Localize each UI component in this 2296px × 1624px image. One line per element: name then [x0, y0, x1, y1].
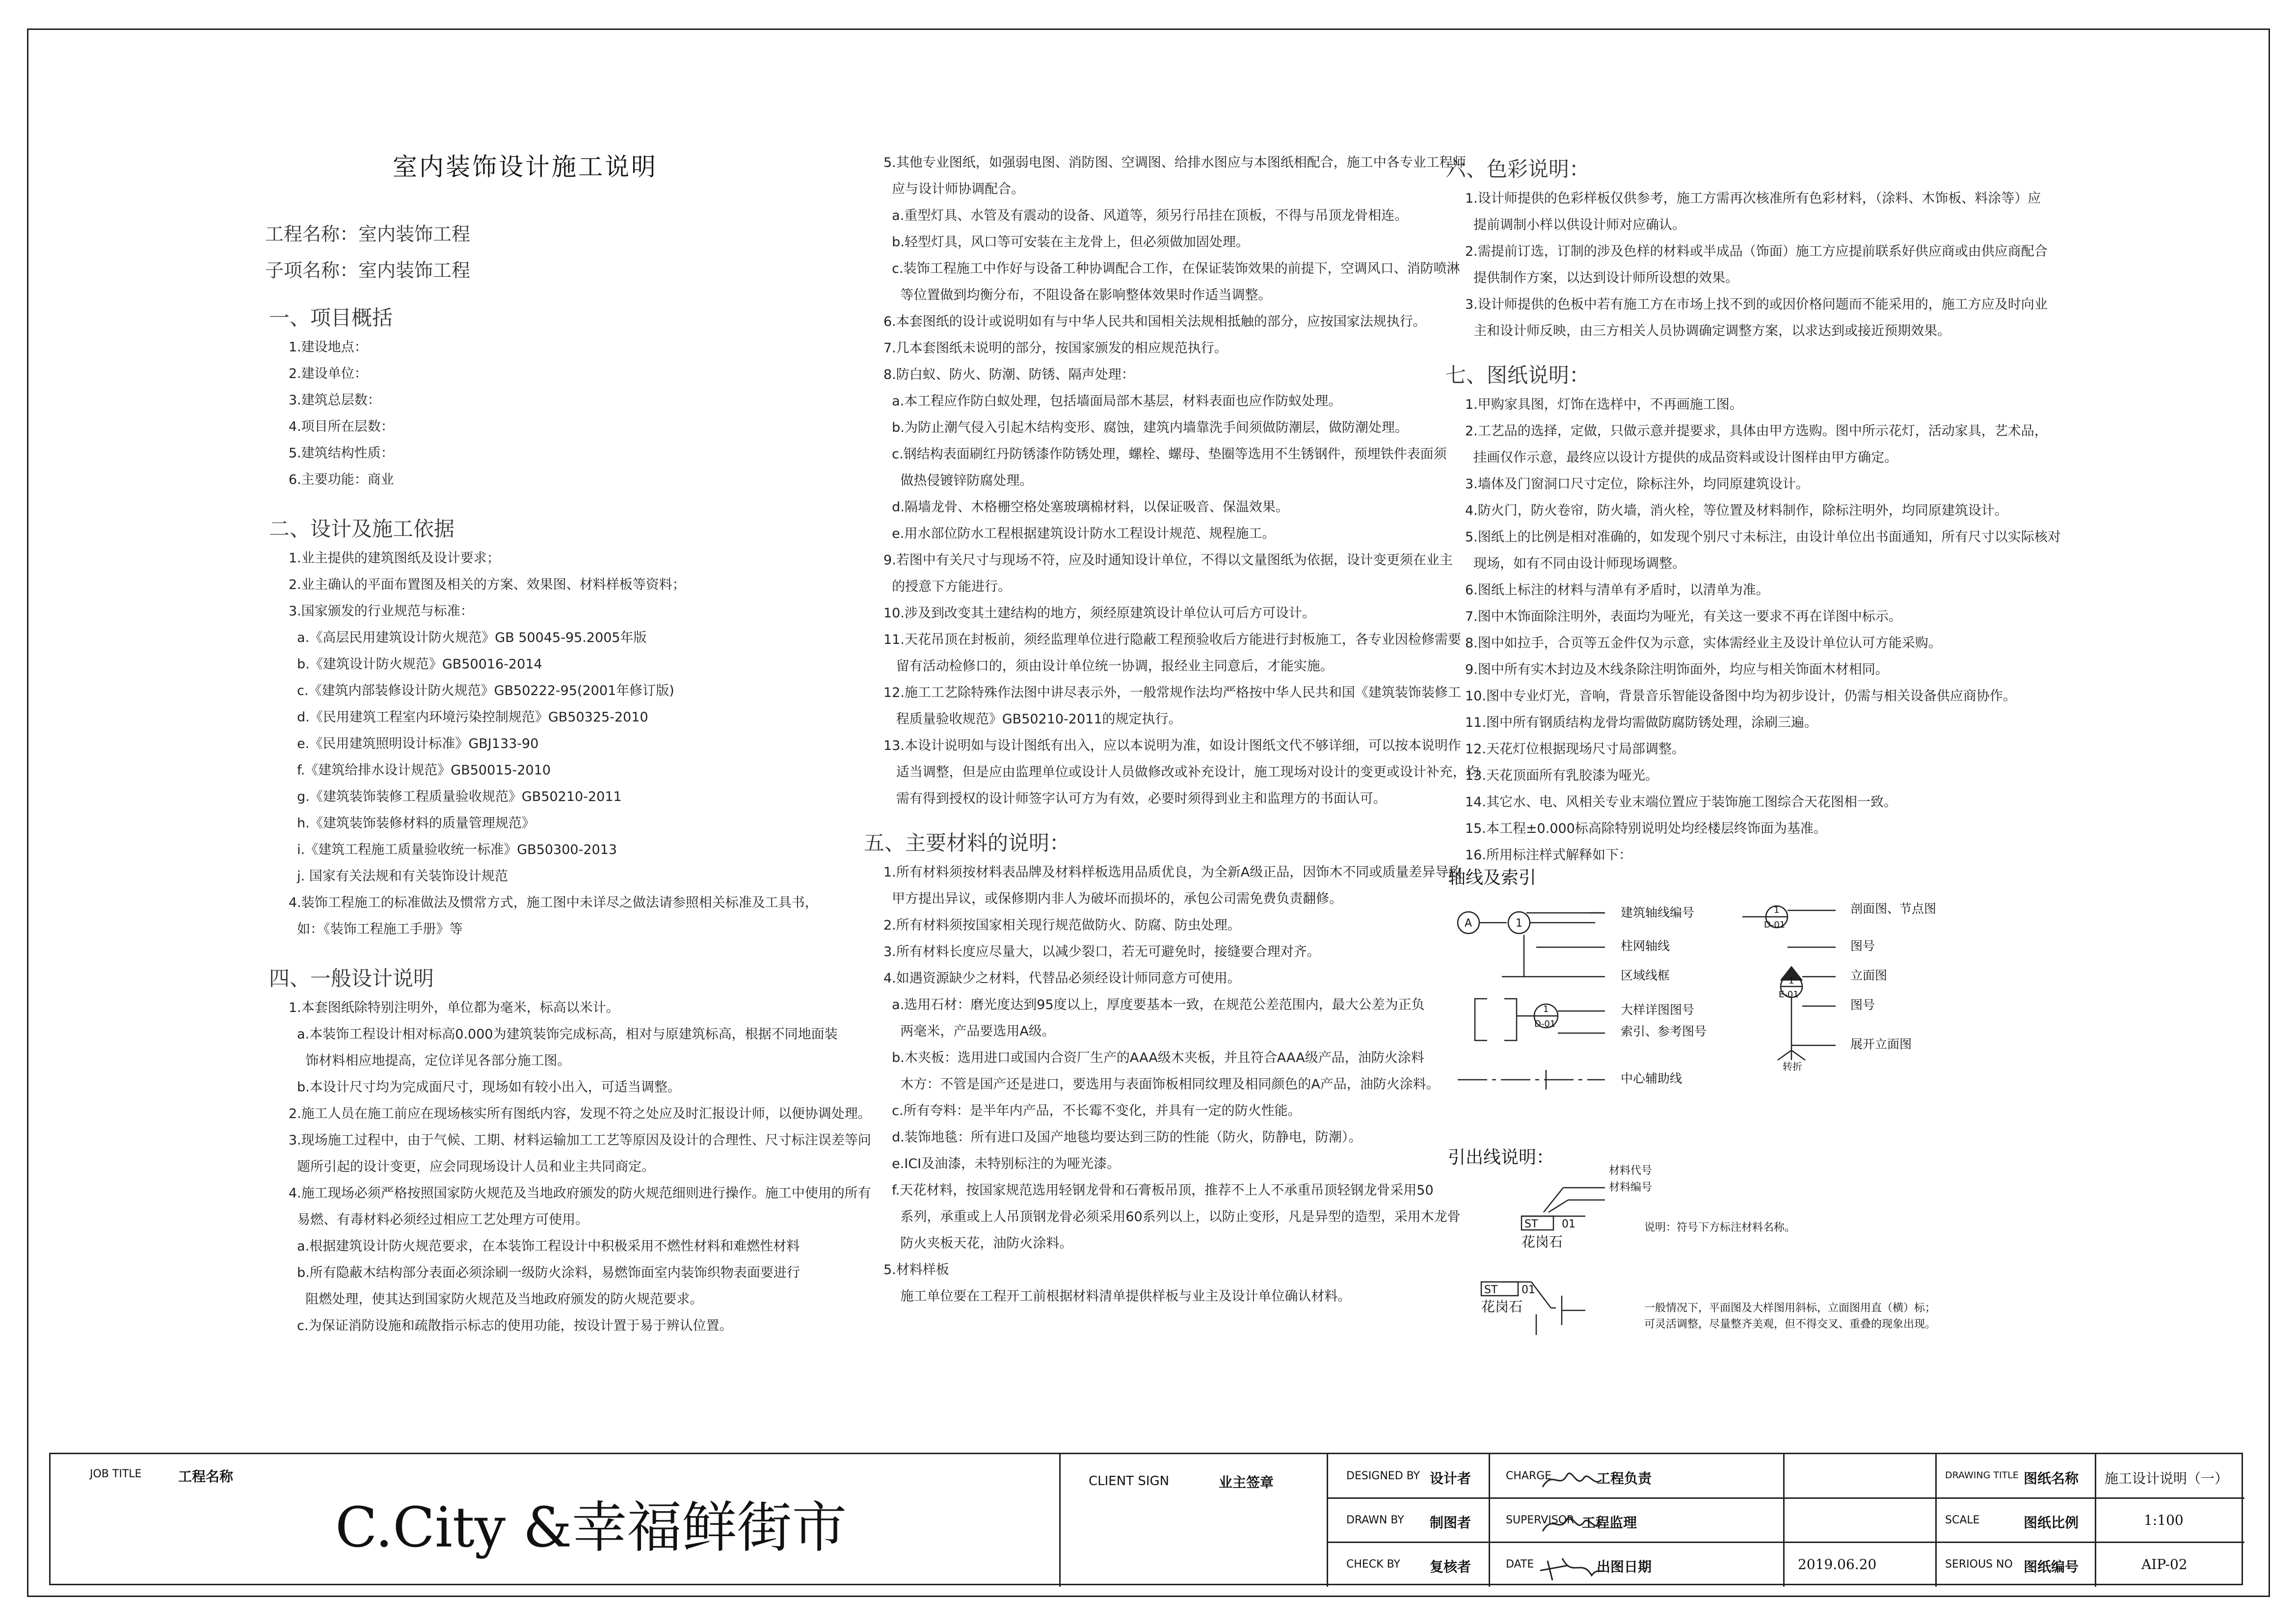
- project-subname: 子项名称：室内装饰工程: [265, 260, 471, 281]
- text-line: b.轻型灯具，风口等可安装在主龙骨上，但必须做加固处理。: [883, 235, 1249, 250]
- legend-region: 区域线框: [1621, 968, 1670, 983]
- drawn-en: DRAWN BY: [1346, 1514, 1404, 1526]
- text-line: g.《建筑装饰装修工程质量验收规范》GB50210-2011: [289, 789, 622, 804]
- section: [1445, 359, 2059, 869]
- legend-section: 剖面图、节点图: [1850, 902, 1937, 916]
- text-line: 如：《装饰工程施工手册》等: [289, 922, 463, 937]
- legend-turn: 转折: [1783, 1061, 1802, 1072]
- lead-st-2: ST: [1484, 1284, 1498, 1296]
- legend-section-code: D-01: [1764, 920, 1786, 930]
- legend-drawing-no2: 图号: [1850, 998, 1875, 1012]
- text-line: 15.本工程±0.000标高除特别说明处均经楼层终饰面为基准。: [1465, 821, 1827, 836]
- drawing-title-en: DRAWING TITLE: [1945, 1470, 2019, 1481]
- legend-detail-code: D-01: [1534, 1019, 1556, 1029]
- project-name: 工程名称：室内装饰工程: [265, 223, 471, 245]
- text-line: a.选用石材：磨光度达到95度以上，厚度要基本一致，在规范公差范围内，最大公差为正负: [883, 997, 1425, 1012]
- text-line: c.所有夸料：是半年内产品，不长霉不变化，并具有一定的防火性能。: [883, 1103, 1301, 1118]
- text-line: 适当调整，但是应由监理单位或设计人员做修改或补充设计，施工现场对设计的变更或设计补充，均: [883, 765, 1479, 780]
- text-line: 3.所有材料长度应尽量大，以减少裂口，若无可避免时，接缝要合理对齐。: [883, 944, 1320, 959]
- section-heading: 一、项目概括: [269, 306, 393, 330]
- text-line: 提前调制小样以供设计师对应确认。: [1465, 217, 1686, 233]
- text-line: 题所引起的设计变更，应会同现场设计人员和业主共同商定。: [289, 1159, 655, 1174]
- text-line: 1.建设地点：: [289, 340, 368, 355]
- page-title: 室内装饰设计施工说明: [393, 153, 658, 181]
- check-en: CHECK BY: [1346, 1558, 1400, 1571]
- text-line: 挂画仅作示意，最终应以设计方提供的成品资料或设计图样由甲方确定。: [1465, 450, 1898, 465]
- legend-detail-num: 1: [1543, 1004, 1549, 1014]
- text-line: 防火夹板天花，油防火涂料。: [883, 1236, 1073, 1251]
- text-line: c.钢结构表面刷红丹防锈漆作防锈处理，螺栓、螺母、垫圈等选用不生锈钢件，预埋铁件表面须: [883, 447, 1447, 462]
- text-line: 需有得到授权的设计师签字认可方为有效，必要时须得到业主和监理方的书面认可。: [883, 791, 1387, 806]
- text-line: h.《建筑装饰装修材料的质量管理规范》: [289, 816, 535, 831]
- supervisor-cn: 工程监理: [1582, 1515, 1637, 1531]
- text-line: 程质量验收规范》GB50210-2011的规定执行。: [883, 712, 1182, 727]
- text-line: 1.甲购家具图，灯饰在选样中，不再画施工图。: [1465, 397, 1743, 412]
- text-line: 阻燃处理，使其达到国家防火规范及当地政府颁发的防火规范要求。: [289, 1292, 703, 1307]
- text-line: a.根据建筑设计防火规范要求，在本装饰工程设计中积极采用不燃性材料和难燃性材料: [289, 1239, 800, 1254]
- client-en: CLIENT SIGN: [1089, 1474, 1170, 1489]
- job-name: C.City &幸福鲜街市: [335, 1496, 847, 1560]
- text-line: b.所有隐蔽木结构部分表面必须涂刷一级防火涂料，易燃饰面室内装饰织物表面要进行: [289, 1265, 800, 1280]
- check-cn: 复核者: [1430, 1559, 1471, 1575]
- text-line: e.用水部位防水工程根据建筑设计防水工程设计规范、规程施工。: [883, 526, 1276, 541]
- lead-st: ST: [1524, 1218, 1538, 1230]
- lead-desc: 说明：符号下方标注材料名称。: [1644, 1222, 1796, 1234]
- text-line: 7.图中木饰面除注明外，表面均为哑光，有关这一要求不再在详图中标示。: [1465, 609, 1902, 624]
- section-heading: 四、一般设计说明: [269, 966, 434, 990]
- text-line: 12.天花灯位根据现场尺寸局部调整。: [1465, 742, 1685, 757]
- text-line: f.天花材料，按国家规范选用轻钢龙骨和石膏板吊顶，推荐不上人不承重吊顶轻钢龙骨采用50: [883, 1183, 1434, 1198]
- text-line: 应与设计师协调配合。: [883, 182, 1025, 197]
- legend-diagrams: [1448, 864, 2110, 1345]
- text-line: 易燃、有毒材料必须经过相应工艺处理方可使用。: [289, 1212, 589, 1227]
- text-line: b.《建筑设计防火规范》GB50016-2014: [289, 657, 542, 672]
- scale-cn: 图纸比例: [2024, 1515, 2079, 1531]
- designed-cn: 设计者: [1430, 1470, 1471, 1487]
- section: [1445, 153, 2059, 345]
- text-line: b.木夹板：选用进口或国内合资厂生产的AAA级木夹板，并且符合AAA级产品，油防火涂料: [883, 1050, 1424, 1065]
- column-right: [1445, 153, 2059, 883]
- text-line: 1.业主提供的建筑图纸及设计要求；: [289, 551, 500, 566]
- title-block: [49, 1453, 2243, 1585]
- text-line: 11.图中所有钢质结构龙骨均需做防腐防锈处理，涂刷三遍。: [1465, 715, 1817, 730]
- region-frame: [1475, 999, 1517, 1040]
- text-line: 提供制作方案，以达到设计师所设想的效果。: [1465, 270, 1739, 286]
- text-line: 木方：不管是国产还是进口，要选用与表面饰板相同纹理及相同颜色的A产品，油防火涂料。: [883, 1077, 1440, 1092]
- text-line: 5.其他专业图纸，如强弱电图、消防图、空调图、给排水图应与本图纸相配合，施工中各专业工程师: [883, 155, 1466, 170]
- legend-center: 中心辅助线: [1621, 1071, 1682, 1086]
- text-line: 3.墙体及门窗洞口尺寸定位，除标注外，均同原建筑设计。: [1465, 477, 1809, 492]
- scale-en: SCALE: [1945, 1514, 1980, 1526]
- text-line: e.《民用建筑照明设计标准》GBJ133-90: [289, 736, 539, 751]
- text-line: f.《建筑给排水设计规范》GB50015-2010: [289, 763, 551, 778]
- text-line: 8.防白蚁、防火、防潮、防锈、隔声处理：: [883, 367, 1135, 382]
- text-line: 6.图纸上标注的材料与清单有矛盾时，以清单为准。: [1465, 583, 1769, 598]
- text-line: 12.施工工艺除特殊作法图中讲尽表示外，一般常规作法均严格按中华人民共和国《建筑装饰装修工: [883, 685, 1461, 700]
- legend-elev-code: E-01: [1779, 989, 1799, 1000]
- charge-en: CHARGE: [1506, 1470, 1552, 1482]
- text-line: 1.所有材料须按材料表品牌及材料样板选用品质优良，为全新A级正品，因饰木不同或质量差异导致: [883, 865, 1462, 880]
- section: [269, 962, 871, 1339]
- text-line: a.重型灯具、水管及有震动的设备、风道等，须另行吊挂在顶板，不得与吊顶龙骨相连。: [883, 208, 1408, 223]
- text-line: 3.现场施工过程中，由于气候、工期、材料运输加工工艺等原因及设计的合理性、尺寸标注误差等问: [289, 1133, 871, 1148]
- lead-title: 引出线说明：: [1448, 1147, 1554, 1168]
- text-line: 4.防火门，防火卷帘，防火墙，消火栓，等位置及材料制作，除标注明外，均同原建筑设计。: [1465, 503, 2008, 518]
- charge-cn: 工程负责: [1597, 1470, 1652, 1487]
- serious-en: SERIOUS NO: [1945, 1558, 2013, 1571]
- serious-cn: 图纸编号: [2024, 1559, 2079, 1575]
- text-line: 5.图纸上的比例是相对准确的，如发现个别尺寸未标注，由设计单位出书面通知，所有尺寸以实际核对: [1465, 530, 2061, 545]
- text-line: d.隔墙龙骨、木格栅空格处塞玻璃棉材料，以保证吸音、保温效果。: [883, 500, 1289, 515]
- text-line: 4.项目所在层数：: [289, 419, 394, 434]
- drawing-title-cn: 图纸名称: [2024, 1470, 2079, 1487]
- date-cn: 出图日期: [1597, 1559, 1652, 1575]
- text-line: a.《高层民用建筑设计防火规范》GB 50045-95.2005年版: [289, 630, 647, 645]
- section: [269, 302, 824, 493]
- text-line: i.《建筑工程施工质量验收统一标准》GB50300-2013: [289, 842, 617, 857]
- text-line: 4.施工现场必须严格按照国家防火规范及当地政府颁发的防火规范细则进行操作。施工中使用的所有: [289, 1186, 871, 1201]
- legend-axis-col: 柱网轴线: [1621, 939, 1670, 953]
- legend-section-num: 1: [1774, 905, 1780, 915]
- text-line: 5.材料样板: [883, 1262, 949, 1278]
- job-title-cn: 工程名称: [178, 1468, 234, 1485]
- text-line: 11.天花吊顶在封板前，须经监理单位进行隐蔽工程预验收后方能进行封板施工，各专业因检修需要: [883, 632, 1461, 647]
- legend-elev-num: 1: [1789, 976, 1794, 986]
- text-line: 16.所用标注样式解释如下：: [1465, 848, 1632, 863]
- text-line: 留有活动检修口的，须由设计单位统一协调，报经业主同意后，才能实施。: [883, 659, 1334, 674]
- text-line: 6.主要功能：商业: [289, 472, 394, 487]
- text-line: b.为防止潮气侵入引起木结构变形、腐蚀，建筑内墙靠洗手间须做防潮层，做防潮处理。: [883, 420, 1408, 435]
- text-line: 施工单位要在工程开工前根据材料清单提供样板与业主及设计单位确认材料。: [883, 1289, 1351, 1304]
- lead-01-2: 01: [1522, 1284, 1535, 1296]
- date-value: 2019.06.20: [1798, 1556, 1877, 1572]
- text-line: 9.图中所有实木封边及木线条除注明饰面外，均应与相关饰面木材相同。: [1465, 662, 1889, 677]
- legend-axis-num: 1: [1516, 917, 1522, 930]
- text-line: 甲方提出异议，或保修期内非人为破坏而损坏的，承包公司需免费负责翻修。: [883, 891, 1343, 906]
- date-en: DATE: [1506, 1558, 1534, 1571]
- text-line: 2.施工人员在施工前应在现场核实所有图纸内容，发现不符之处应及时汇报设计师，以便协调处理。: [289, 1106, 871, 1121]
- legend-drawing-no: 图号: [1850, 939, 1875, 953]
- text-line: 3.设计师提供的色板中若有施工方在市场上找不到的或因价格问题而不能采用的，施工方应及时向业: [1465, 297, 2048, 312]
- legend-unfold: 展开立面图: [1850, 1037, 1912, 1051]
- text-line: b.本设计尺寸均为完成面尺寸，现场如有较小出入，可适当调整。: [289, 1080, 681, 1095]
- text-line: 4.装饰工程施工的标准做法及惯常方式，施工图中未详尽之做法请参照相关标准及工具书，: [289, 895, 818, 910]
- text-line: 4.如遇资源缺少之材料，代替品必须经设计师同意方可使用。: [883, 971, 1241, 986]
- text-line: 的授意下方能进行。: [883, 579, 1012, 594]
- text-line: 2.业主确认的平面布置图及相关的方案、效果图、材料样板等资料；: [289, 577, 686, 592]
- text-line: 1.本套图纸除特别注明外，单位都为毫米，标高以米计。: [289, 1000, 619, 1015]
- text-line: d.《民用建筑工程室内环境污染控制规范》GB50325-2010: [289, 710, 648, 725]
- column-middle: [864, 150, 1479, 1325]
- lead-mat-code: 材料代号: [1609, 1165, 1653, 1177]
- lead-note-2: 可灵活调整，尽量整齐美观，但不得交叉、重叠的现象出现。: [1644, 1318, 1936, 1331]
- section-heading: 六、色彩说明：: [1445, 157, 1590, 181]
- column-left: [269, 302, 871, 1359]
- section: [864, 827, 1462, 1310]
- text-line: 等位置做到均衡分布，不阻设备在影响整体效果时作适当调整。: [883, 288, 1272, 303]
- text-line: 2.所有材料须按国家相关现行规范做防火、防腐、防虫处理。: [883, 918, 1241, 933]
- legend-index: 索引、参考图号: [1621, 1024, 1707, 1038]
- text-line: a.本装饰工程设计相对标高0.000为建筑装饰完成标高，相对与原建筑标高，根据不同地面装: [289, 1027, 838, 1042]
- text-line: 主和设计师反映，由三方相关人员协调确定调整方案，以求达到或接近预期效果。: [1465, 323, 1951, 339]
- legend-axis-no: 建筑轴线编号: [1621, 905, 1695, 920]
- lead-granite-2: 花岗石: [1481, 1299, 1523, 1315]
- text-line: j. 国家有关法规和有关装饰设计规范: [289, 869, 508, 884]
- text-line: a.本工程应作防白蚁处理，包括墙面局部木基层，材料表面也应作防蚁处理。: [883, 394, 1342, 409]
- text-line: c.《建筑内部装修设计防火规范》GB50222-95(2001年修订版): [289, 683, 674, 698]
- text-line: c.为保证消防设施和疏散指示标志的使用功能，按设计置于易于辨认位置。: [289, 1318, 733, 1333]
- lead-mat-no: 材料编号: [1609, 1181, 1653, 1194]
- text-line: 14.其它水、电、风相关专业末端位置应于装饰施工图综合天花图相一致。: [1465, 795, 1897, 810]
- text-line: 5.建筑结构性质：: [289, 446, 394, 461]
- text-line: 7.几本套图纸未说明的部分，按国家颁发的相应规范执行。: [883, 341, 1228, 356]
- drawn-cn: 制图者: [1430, 1515, 1471, 1531]
- legend-detail: 大样详图图号: [1621, 1003, 1695, 1017]
- section: [269, 513, 824, 943]
- lead-01: 01: [1562, 1218, 1575, 1230]
- text-line: 两毫米，产品要选用A级。: [883, 1024, 1055, 1039]
- serious-value: AIP-02: [2141, 1556, 2188, 1572]
- section-heading: 五、主要材料的说明：: [864, 831, 1070, 855]
- text-line: c.装饰工程施工中作好与设备工种协调配合工作，在保证装饰效果的前提下，空调风口、消防喷淋: [883, 261, 1460, 276]
- text-line: 3.建筑总层数：: [289, 393, 381, 408]
- drawing-title-value: 施工设计说明（一）: [2105, 1470, 2229, 1487]
- project-meta: [265, 216, 470, 289]
- text-line: 13.天花顶面所有乳胶漆为哑光。: [1465, 768, 1658, 783]
- text-line: 2.工艺品的选择，定做，只做示意并提要求，具体由甲方选购。图中所示花灯，活动家具，艺术品，: [1465, 424, 2048, 439]
- supervisor-en: SUPERVISOR: [1506, 1514, 1575, 1526]
- text-line: 6.本套图纸的设计或说明如有与中华人民共和国相关法规相抵触的部分，应按国家法规执行。: [883, 314, 1426, 329]
- text-line: 3.国家颁发的行业规范与标准：: [289, 604, 474, 619]
- text-line: 饰材料相应地提高，定位详见各部分施工图。: [289, 1053, 571, 1068]
- section-heading: 二、设计及施工依据: [269, 517, 455, 541]
- text-line: 13.本设计说明如与设计图纸有出入，应以本说明为准，如设计图纸文代不够详细，可以按本说明作: [883, 738, 1461, 753]
- lead-note-1: 一般情况下，平面图及大样图用斜标，立面图用直（横）标；: [1644, 1302, 1936, 1314]
- lead-granite: 花岗石: [1522, 1234, 1563, 1250]
- section-heading: 七、图纸说明：: [1445, 363, 1590, 387]
- legend-axis-title: 轴线及索引: [1448, 868, 1537, 888]
- text-line: 现场，如有不同由设计师现场调整。: [1465, 556, 1686, 571]
- text-line: 2.建设单位：: [289, 366, 368, 381]
- text-line: 做热侵镀锌防腐处理。: [883, 473, 1033, 488]
- text-line: 系列，承重或上人吊顶钢龙骨必须采用60系列以上，以防止变形，凡是异型的造型，采用木龙骨: [883, 1209, 1461, 1225]
- legend-axis-id: A: [1465, 917, 1472, 930]
- legend-elevation: 立面图: [1850, 968, 1888, 983]
- scale-value: 1:100: [2144, 1512, 2184, 1528]
- text-line: 2.需提前订选，订制的涉及色样的材料或半成品（饰面）施工方应提前联系好供应商或由供应商配合: [1465, 244, 2048, 259]
- designed-en: DESIGNED BY: [1346, 1470, 1420, 1482]
- text-line: 10.涉及到改变其土建结构的地方，须经原建筑设计单位认可后方可设计。: [883, 606, 1315, 621]
- text-line: d.装饰地毯：所有进口及国产地毯均要达到三防的性能（防火，防静电，防潮）。: [883, 1130, 1362, 1145]
- job-title-en: JOB TITLE: [90, 1468, 142, 1480]
- text-line: 8.图中如拉手，合页等五金件仅为示意，实体需经业主及设计单位认可方能采购。: [1465, 636, 1942, 651]
- text-line: 1.设计师提供的色彩样板仅供参考，施工方需再次核准所有色彩材料，（涂料、木饰板、料涂等）应: [1465, 191, 2041, 206]
- client-cn: 业主签章: [1219, 1474, 1274, 1491]
- text-line: e.ICI及油漆，未特别标注的为哑光漆。: [883, 1156, 1121, 1171]
- section: [864, 150, 1479, 812]
- text-line: 9.若图中有关尺寸与现场不符，应及时通知设计单位，不得以文量图纸为依据，设计变更须在业主: [883, 553, 1453, 568]
- text-line: 10.图中专业灯光，音响，背景音乐智能设备图中均为初步设计，仍需与相关设备供应商协作。: [1465, 689, 2016, 704]
